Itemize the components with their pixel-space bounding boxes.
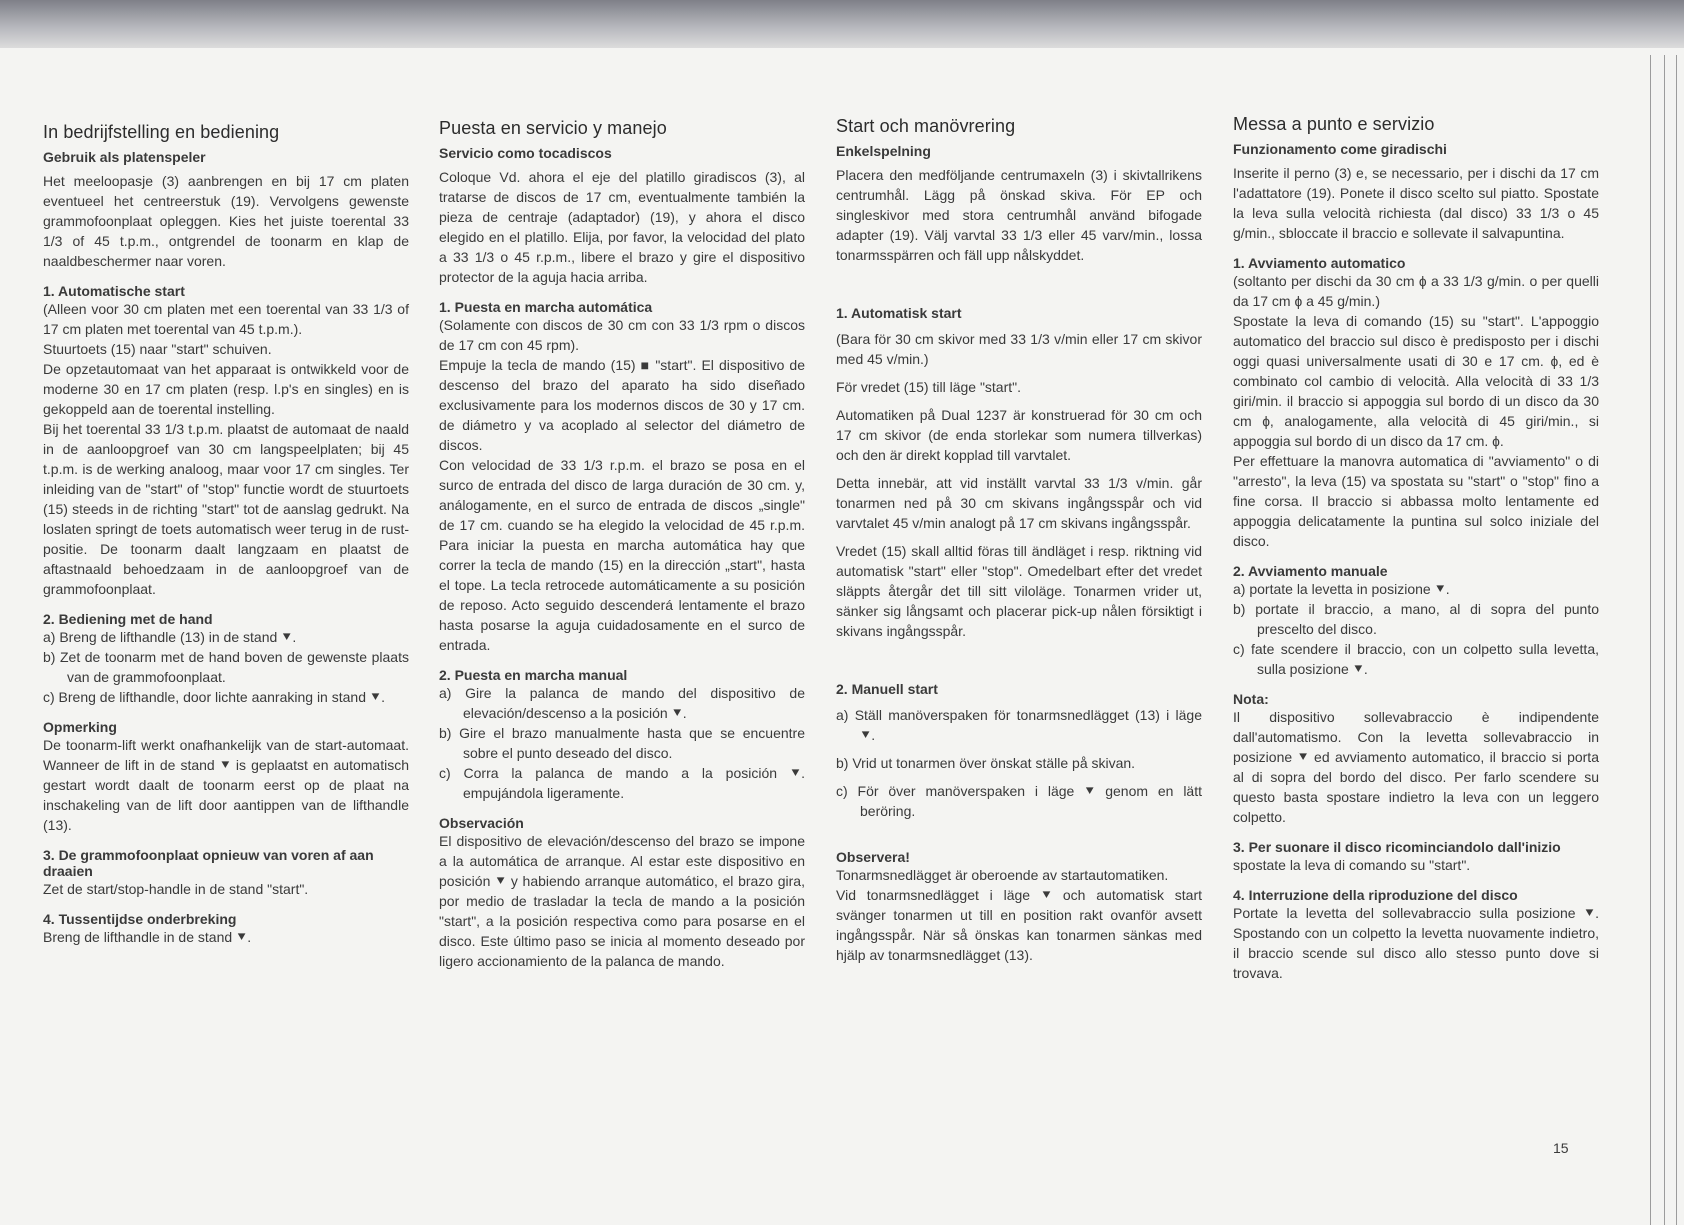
binding-edge-line	[1676, 55, 1677, 1225]
paragraph: Automatiken på Dual 1237 är konstruerad för 30 cm och 17 cm skivor (de enda storlekar som numera tillverkas) och den är direkt kopplad till varvtalet.	[836, 407, 1202, 463]
heading-interruption: 4. Tussentijdse onderbreking	[43, 911, 237, 927]
section-subtitle: Servicio como tocadiscos	[439, 145, 612, 161]
heading-note: Observación	[439, 815, 524, 831]
list-item: a) Gire la palanca de mando del dispositivo de elevación/descenso a la posición ⯆.	[439, 685, 805, 721]
heading-note: Opmerking	[43, 719, 117, 735]
list-item: c) fate scendere il braccio, con un colpetto sulla levetta, sulla posizione ⯆.	[1233, 641, 1599, 677]
list-item: c) Breng de lifthandle, door lichte aanraking in stand ⯆.	[43, 689, 385, 705]
paragraph: Stuurtoets (15) naar "start" schuiven.	[43, 341, 272, 357]
intro-paragraph: Inserite il perno (3) e, se necessario, per i dischi da 17 cm l'adattatore (19). Ponete il disco scelto sul piatto. Spostate la leva sulla velocità richiesta (dal disco) 33 1/3 o 45 g/min., sbloccate il braccio e sollevate il salvapuntina.	[1233, 165, 1599, 241]
paragraph: (Bara för 30 cm skivor med 33 1/3 v/min eller 17 cm skivor med 45 v/min.)	[836, 331, 1202, 367]
list-item: c) Corra la palanca de mando a la posición ⯆. empujándola ligeramente.	[439, 765, 805, 801]
heading-manual-start: 2. Manuell start	[836, 681, 938, 697]
list-item: b) portate il braccio, a mano, al di sopra del punto prescelto del disco.	[1233, 601, 1599, 637]
list-item: a) Breng de lifthandle (13) in de stand ⯆.	[43, 629, 297, 645]
intro-paragraph: Het meeloopasje (3) aanbrengen en bij 17 cm platen eventueel het centreerstuk (19). Vervolgens gewenste grammofoonplaat opleggen. Kies het juiste toerental 33 1/3 of 45 t.p.m., ontgrendel de toonarm en klap de naaldbeschermer naar voren.	[43, 173, 409, 269]
list-item: b) Vrid ut tonarmen över önskat ställe på skivan.	[836, 755, 1136, 771]
heading-manual-operation: 2. Puesta en marcha manual	[439, 667, 628, 683]
heading-replay: 3. Per suonare il disco ricominciandolo dall'inizio	[1233, 839, 1561, 855]
section-title: Start och manövrering	[836, 116, 1016, 136]
paragraph: (soltanto per dischi da 30 cm ɸ a 33 1/3 g/min. o per quelli da 17 cm ɸ a 45 g/min.)	[1233, 273, 1599, 309]
note-paragraph: De toonarm-lift werkt onafhankelijk van de start-automaat. Wanneer de lift in de stand ⯆ is geplaatst en automatisch gestart wordt daalt de toonarm eerst op de plaat na inschakeling van de lift door aantippen van de lifthandle (13).	[43, 737, 409, 833]
heading-manual-start: 2. Avviamento manuale	[1233, 563, 1388, 579]
column-spanish	[439, 118, 805, 971]
heading-automatic-start: 1. Puesta en marcha automática	[439, 299, 653, 315]
paragraph: (Solamente con discos de 30 cm con 33 1/3 rpm o discos de 17 cm con 45 rpm).	[439, 317, 805, 353]
heading-interruption: 4. Interruzione della riproduzione del disco	[1233, 887, 1518, 903]
note-paragraph: Vid tonarmsnedlägget i läge ⯆ och automatisk start svänger tonarmen ut till en position rakt ovanför avsett ingångsspår. När så önskas kan tonarmen sänkas med hjälp av tonarmsnedlägget (13).	[836, 887, 1202, 963]
paragraph: För vredet (15) till läge "start".	[836, 379, 1022, 395]
note-paragraph: El dispositivo de elevación/descenso del brazo se impone a la automática de arranque. Al estar este dispositivo en posición ⯆ y habiendo arranque automático, el brazo gira, por medio de trasladar la tecla de mando a la posición "start", a la posición respectiva como para posarse en el disco. Este último paso se inicia al momento deseado por ligero accionamiento de la palanca de mando.	[439, 833, 805, 969]
page-number: 15	[1553, 1140, 1569, 1156]
paragraph: Breng de lifthandle in de stand ⯆.	[43, 929, 252, 945]
heading-note: Nota:	[1233, 691, 1269, 707]
paragraph: Zet de start/stop-handle in de stand "start".	[43, 881, 309, 897]
paragraph: Con velocidad de 33 1/3 r.p.m. el brazo se posa en el surco de entrada del disco de larga duración de 30 cm. y, análogamente, en el surco de entrada de discos „single" de 17 cm. cuando se ha elegido la velocidad de 45 r.p.m. Para iniciar la puesta en marcha automática hay que correr la tecla de mando (15) en la dirección „start", hasta el tope. La tecla retrocede automáticamente a su posición de reposo. Acto seguido descenderá lentamente el brazo hasta posarse la aguja cuidadosamente en el surco de entrada.	[439, 457, 805, 653]
column-swedish	[836, 116, 1202, 965]
section-title: In bedrijfstelling en bediening	[43, 122, 280, 142]
page-top-shadow	[0, 0, 1684, 48]
list-item: b) Zet de toonarm met de hand boven de gewenste plaats van de grammofoonplaat.	[43, 649, 409, 685]
list-item: b) Gire el brazo manualmente hasta que se encuentre sobre el punto deseado del disco.	[439, 725, 805, 761]
column-italian	[1233, 114, 1599, 983]
binding-edge-line	[1664, 55, 1665, 1225]
list-item: a) Ställ manöverspaken för tonarmsnedlägget (13) i läge ⯆.	[836, 707, 1202, 743]
section-title: Puesta en servicio y manejo	[439, 118, 667, 138]
paragraph: Detta innebär, att vid inställt varvtal 33 1/3 v/min. går tonarmen ned på 30 cm skivans ingångsspår och vid varvtalet 45 v/min analogt på 17 cm skivans ingångsspår.	[836, 475, 1202, 531]
paragraph: Empuje la tecla de mando (15) ■ "start". El dispositivo de descenso del brazo del aparato ha sido diseñado exclusivamente para los modernos discos de 30 y 17 cm. de diámetro y va acoplado al selector del diámetro de discos.	[439, 357, 805, 453]
paragraph: De opzetautomaat van het apparaat is ontwikkeld voor de moderne 30 en 17 cm platen (resp. l.p's en singles) en is gekoppeld aan de toerental instelling.	[43, 361, 409, 417]
column-dutch	[43, 122, 409, 947]
note-paragraph: Tonarmsnedlägget är oberoende av startautomatiken.	[836, 867, 1169, 883]
heading-automatic-start: 1. Automatisk start	[836, 305, 962, 321]
heading-manual-operation: 2. Bediening met de hand	[43, 611, 213, 627]
note-paragraph: Il dispositivo sollevabraccio è indipendente dall'automatismo. Con la levetta sollevabraccio in posizione ⯆ ed avviamento automatico, il braccio si porta al di sopra del bordo del disco. Per farlo scendere su questo basta spostare indietro la leva con un leggero colpetto.	[1233, 709, 1599, 825]
paragraph: (Alleen voor 30 cm platen met een toerental van 33 1/3 of 17 cm platen met toerental van 45 t.p.m.).	[43, 301, 409, 337]
heading-automatic-start: 1. Avviamento automatico	[1233, 255, 1406, 271]
binding-edge-line	[1650, 55, 1651, 1225]
heading-replay: 3. De grammofoonplaat opnieuw van voren af aan draaien	[43, 847, 374, 879]
paragraph: Vredet (15) skall alltid föras till ändläget i resp. riktning vid automatisk "start" eller "stop". Omedelbart efter det vredet släppts återgår det till sitt viloläge. Tonarmen vrider ut, sänker sig långsamt och placerar pick-up nålen försiktigt i skivans ingångsspår.	[836, 543, 1202, 639]
section-subtitle: Funzionamento come giradischi	[1233, 141, 1447, 157]
paragraph: Bij het toerental 33 1/3 t.p.m. plaatst de automaat de naald in de aanloopgroef van 30 cm langspeelplaten; bij 45 t.p.m. is de werking analoog, maar voor 17 cm singles. Ter inleiding van de "start" of "stop" functie wordt de stuurtoets (15) steeds in de richting "start" tot de aanslag gedrukt. Na loslaten springt de toets automatisch weer terug in de rust-positie. De toonarm daalt langzaam en plaatst de aftastnaald behoedzaam in de aanloopgroef van de grammofoonplaat.	[43, 421, 409, 597]
intro-paragraph: Coloque Vd. ahora el eje del platillo giradiscos (3), al tratarse de discos de 17 cm, eventualmente también la pieza de centraje (adaptador) (19), y ahora el disco elegido en el platillo. Elija, por favor, la velocidad del plato a 33 1/3 o 45 r.p.m., libere el brazo y gire el dispositivo protector de la aguja hacia arriba.	[439, 169, 805, 285]
paragraph: Spostate la leva di comando (15) su "start". L'appoggio automatico del braccio sul disco è predisposto per i dischi oggi quasi universalmente usati di 30 e 17 cm. ɸ, ed è combinato col cambio di velocità. Alla velocità di 33 1/3 giri/min. il braccio si appoggia sul bordo di un disco da 30 cm ɸ, analogamente, alla velocità di 45 giri/min., si appoggia sul bordo di un disco da 17 cm. ɸ.	[1233, 313, 1599, 449]
paragraph: spostate la leva di comando su "start".	[1233, 857, 1471, 873]
list-item: a) portate la levetta in posizione ⯆.	[1233, 581, 1450, 597]
heading-note: Observera!	[836, 849, 910, 865]
list-item: c) För över manöverspaken i läge ⯆ genom en lätt beröring.	[836, 783, 1202, 819]
intro-paragraph: Placera den medföljande centrumaxeln (3) i skivtallrikens centrumhål. Lägg på önskad skiva. För EP och singleskivor med stora centrumhål använd bifogade adapter (19). Välj varvtal 33 1/3 eller 45 varv/min., lossa tonarmsspärren och fäll upp nålskyddet.	[836, 167, 1202, 263]
paragraph: Portate la levetta del sollevabraccio sulla posizione ⯆. Spostando con un colpetto la levetta nuovamente indietro, il braccio scende sul disco allo stesso punto dove si trovava.	[1233, 905, 1599, 981]
section-subtitle: Enkelspelning	[836, 143, 931, 159]
heading-automatic-start: 1. Automatische start	[43, 283, 185, 299]
section-subtitle: Gebruik als platenspeler	[43, 149, 206, 165]
section-title: Messa a punto e servizio	[1233, 114, 1435, 134]
paragraph: Per effettuare la manovra automatica di "avviamento" o di "arresto", la leva (15) va spostata su "start" o "stop" fino a fine corsa. Il braccio si abbassa molto lentamente ed appoggia delicatamente la puntina sul solco iniziale del disco.	[1233, 453, 1599, 549]
